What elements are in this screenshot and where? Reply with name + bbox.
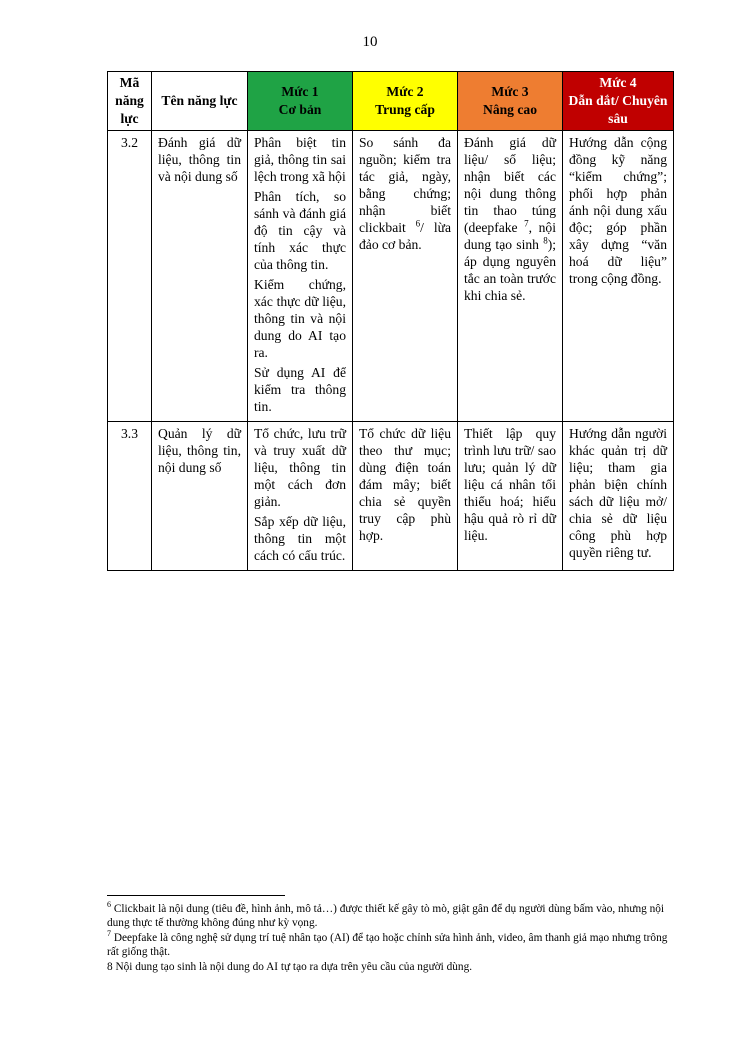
muc1-item: Kiểm chứng, xác thực dữ liệu, thông tin và nội dung do AI tạo ra. <box>254 277 346 360</box>
header-muc2 <box>353 72 458 131</box>
muc2-text-b: / lừa đảo cơ bản. <box>359 220 451 252</box>
footnote-ref-7: 7 <box>524 218 529 229</box>
footnote-mark: 7 <box>107 929 111 939</box>
muc3-text-a: Đánh giá dữ liệu/ số liệu; nhận biết các nội dung thông tin thao túng (deepfake <box>464 135 556 235</box>
row-code: 3.3 <box>108 422 152 571</box>
footnote-text: 8 Nội dung tạo sinh là nội dung do AI tự tạo ra dựa trên yêu cầu của người dùng. <box>107 961 473 973</box>
row-name: Quản lý dữ liệu, thông tin, nội dung số <box>152 422 248 571</box>
muc2-text-a: So sánh đa nguồn; kiểm tra tác giả, ngày, bằng chứng; nhận biết clickbait <box>359 135 451 235</box>
row-muc3: Thiết lập quy trình lưu trữ/ sao lưu; quản lý dữ liệu cá nhân tối thiểu hoá; hiểu hậu quả rò rỉ dữ liệu. <box>458 422 563 571</box>
row-muc2: Tổ chức dữ liệu theo thư mục; dùng điện toán đám mây; biết chia sẻ quyền truy cập phù hợp. <box>353 422 458 571</box>
header-muc4-level: Mức 4 <box>599 75 637 90</box>
footnotes <box>107 902 671 975</box>
header-muc1-level: Mức 1 <box>281 84 319 99</box>
header-ten: Tên năng lực <box>152 72 248 131</box>
row-muc2 <box>353 131 458 422</box>
muc3-text-b: , nội dung tạo sinh <box>464 220 556 252</box>
muc1-item: Phân tích, so sánh và đánh giá độ tin cậy và tính xác thực của thông tin. <box>254 189 346 272</box>
table-header-row <box>108 72 674 131</box>
header-muc4 <box>563 72 674 131</box>
footnote-ref-8: 8 <box>543 235 548 246</box>
row-muc1 <box>248 422 353 571</box>
footnote-text: Deepfake là công nghệ sử dụng trí tuệ nhân tạo (AI) để tạo hoặc chỉnh sửa hình ảnh, video, âm thanh giả mạo nhưng trông rất giống thật. <box>107 932 668 958</box>
footnote-separator <box>107 895 285 896</box>
row-muc1 <box>248 131 353 422</box>
header-muc4-name: Dẫn dắt/ Chuyên sâu <box>568 93 668 126</box>
competency-table <box>107 71 674 571</box>
footnote-6 <box>107 902 671 930</box>
row-name: Đánh giá dữ liệu, thông tin và nội dung số <box>152 131 248 422</box>
header-ma: Mã năng lực <box>108 72 152 131</box>
footnote-mark: 6 <box>107 900 111 910</box>
muc1-item: Sắp xếp dữ liệu, thông tin một cách có cấu trúc. <box>254 514 346 563</box>
page-number: 10 <box>362 34 378 50</box>
table-row <box>108 131 674 422</box>
row-muc4: Hướng dẫn người khác quản trị dữ liệu; tham gia phản biện chính sách dữ liệu mở/ chia sẻ dữ liệu công phù hợp quyền riêng tư. <box>563 422 674 571</box>
header-muc3 <box>458 72 563 131</box>
header-muc2-name: Trung cấp <box>375 102 435 117</box>
muc3-text-c: ); áp dụng nguyên tắc an toàn trước khi chia sẻ. <box>464 237 556 303</box>
footnote-text: Clickbait là nội dung (tiêu đề, hình ảnh, mô tả…) được thiết kế gây tò mò, giật gân để dụ người dùng bấm vào, nhưng nội dung thực tế thường không đúng như kỳ vọng. <box>107 903 665 929</box>
footnote-ref-6: 6 <box>415 218 421 229</box>
header-muc1-name: Cơ bản <box>278 102 322 117</box>
header-muc3-level: Mức 3 <box>491 84 529 99</box>
muc1-item: Phân biệt tin giả, thông tin sai lệch trong xã hội <box>254 135 346 184</box>
footnote-8 <box>107 960 671 974</box>
table-row <box>108 422 674 571</box>
row-code: 3.2 <box>108 131 152 422</box>
header-muc1 <box>248 72 353 131</box>
muc1-item: Sử dụng AI để kiểm tra thông tin. <box>254 365 346 414</box>
header-muc2-level: Mức 2 <box>386 84 424 99</box>
row-muc4: Hướng dẫn cộng đồng kỹ năng “kiểm chứng”; phối hợp phản ánh nội dung xấu độc; góp phần xây dựng “văn hoá dữ liệu” trong cộng đồng. <box>563 131 674 422</box>
footnote-7 <box>107 931 671 959</box>
row-muc3 <box>458 131 563 422</box>
header-muc3-name: Nâng cao <box>483 102 537 117</box>
muc1-item: Tổ chức, lưu trữ và truy xuất dữ liệu, thông tin một cách đơn giản. <box>254 426 346 509</box>
